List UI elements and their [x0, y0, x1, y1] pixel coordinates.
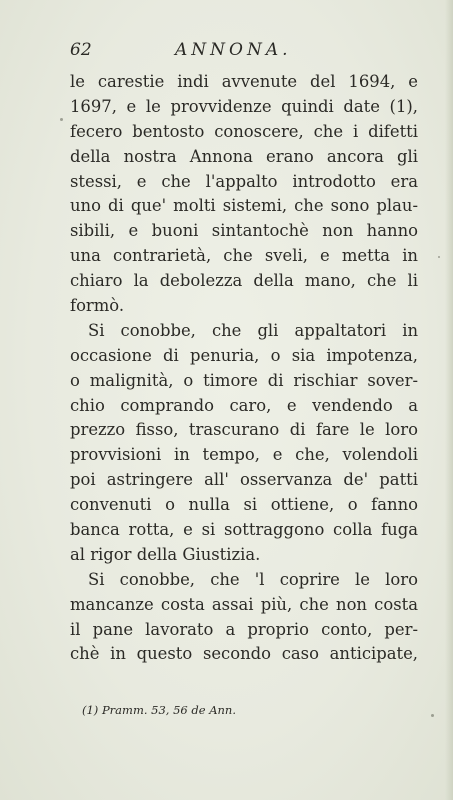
text-line: della nostra Annona erano ancora gli [70, 146, 418, 166]
body-text [70, 70, 418, 667]
text-line: chè in questo secondo caso anticipate, [70, 644, 418, 664]
running-head: ANNONA. [175, 40, 292, 60]
text-line: sibili, e buoni sintantochè non hanno [70, 221, 418, 241]
text-line: 1697, e le provvidenze quindi date (1), [70, 96, 418, 116]
page-number: 62 [70, 40, 92, 60]
text-line: chio comprando caro, e vendendo a [70, 395, 418, 415]
paragraph-start-line: Si conobbe, che 'l coprire le loro [88, 569, 418, 589]
text-line: provvisioni in tempo, e che, volendoli [70, 445, 418, 465]
text-line: una contrarietà, che sveli, e metta in [70, 246, 418, 266]
footnote: (1) Pramm. 53, 56 de Ann. [82, 703, 236, 717]
text-line: prezzo fisso, trascurano di fare le loro [70, 420, 418, 440]
paper-speck [60, 118, 63, 121]
paragraph-start-line: Si conobbe, che gli appaltatori in [88, 320, 418, 340]
page-header [70, 36, 415, 62]
text-line: uno di que' molti sistemi, che sono plau- [70, 196, 418, 216]
text-line: occasione di penuria, o sia impotenza, [70, 345, 418, 365]
text-line: banca rotta, e si sottraggono colla fuga [70, 520, 418, 540]
text-line: poi astringere all' osservanza de' patti [70, 470, 418, 490]
paper-speck [431, 714, 434, 717]
text-line: chiaro la debolezza della mano, che li [70, 271, 418, 291]
paragraph-end-line: al rigor della Giustizia. [70, 544, 261, 564]
paragraph-end-line: formò. [70, 296, 125, 316]
text-line: fecero bentosto conoscere, che i difetti [70, 121, 418, 141]
text-line: le carestie indi avvenute del 1694, e [70, 72, 418, 91]
text-line: o malignità, o timore di rischiar sover- [70, 370, 418, 390]
text-line: mancanze costa assai più, che non costa [70, 594, 418, 614]
text-line: il pane lavorato a proprio conto, per- [70, 619, 418, 639]
text-line: stessi, e che l'appalto introdotto era [70, 171, 418, 191]
page-edge-shadow [445, 0, 453, 800]
text-line: convenuti o nulla si ottiene, o fanno [70, 495, 418, 515]
paper-speck [438, 256, 440, 258]
